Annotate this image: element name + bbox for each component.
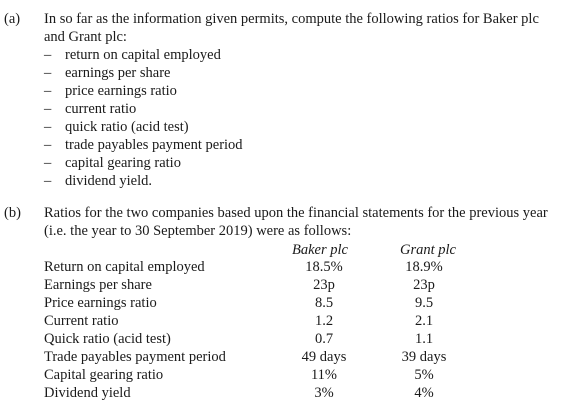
ratio-item <box>44 154 243 172</box>
ratio-item-label: quick ratio (acid test) <box>65 119 189 135</box>
ratio-item <box>44 136 243 154</box>
ratio-item-label: trade payables payment period <box>65 137 243 153</box>
ratio-item-label: capital gearing ratio <box>65 155 181 171</box>
baker-value: 8.5 <box>314 295 334 311</box>
dash-bullet: – <box>44 83 52 99</box>
dash-bullet: – <box>44 119 52 135</box>
ratio-item <box>44 118 243 136</box>
part-a-label: (a) <box>4 11 21 27</box>
dash-bullet: – <box>44 65 52 81</box>
row-label: Earnings per share <box>44 277 152 293</box>
table-row <box>44 258 524 276</box>
ratio-item-label: dividend yield. <box>65 173 152 189</box>
ratio-item-label: price earnings ratio <box>65 83 177 99</box>
part-a-intro: In so far as the information given permits, compute the following ratios for Baker plc and Grant plc: <box>44 11 539 45</box>
grant-value: 9.5 <box>414 295 434 311</box>
grant-value: 4% <box>414 385 434 401</box>
grant-value: 39 days <box>401 349 447 365</box>
row-label: Capital gearing ratio <box>44 367 164 383</box>
grant-value: 1.1 <box>414 331 434 347</box>
dash-bullet: – <box>44 155 52 171</box>
baker-value: 11% <box>310 367 338 383</box>
ratio-item-label: current ratio <box>65 101 137 117</box>
table-row <box>44 348 524 366</box>
dash-bullet: – <box>44 101 52 117</box>
ratio-item <box>44 46 243 64</box>
row-label: Current ratio <box>44 313 119 329</box>
part-b-label: (b) <box>4 205 21 221</box>
dash-bullet: – <box>44 173 52 189</box>
table-row <box>44 276 524 294</box>
ratio-item <box>44 100 243 118</box>
grant-value: 2.1 <box>414 313 434 329</box>
grant-value: 5% <box>414 367 434 383</box>
dash-bullet: – <box>44 47 52 63</box>
ratio-list <box>44 46 243 190</box>
row-label: Dividend yield <box>44 385 131 401</box>
row-label: Trade payables payment period <box>44 349 226 365</box>
ratio-item <box>44 82 243 100</box>
baker-value: 0.7 <box>314 331 334 347</box>
table-row <box>44 330 524 348</box>
ratio-table <box>44 258 524 402</box>
ratio-item-label: return on capital employed <box>65 47 221 63</box>
column-header-grant: Grant plc <box>400 242 456 258</box>
table-row <box>44 294 524 312</box>
baker-value: 18.5% <box>305 259 343 275</box>
baker-value: 23p <box>313 277 335 293</box>
row-label: Quick ratio (acid test) <box>44 331 171 347</box>
grant-value: 23p <box>413 277 435 293</box>
table-row <box>44 366 524 384</box>
ratio-item <box>44 64 243 82</box>
ratio-item <box>44 172 243 190</box>
dash-bullet: – <box>44 137 52 153</box>
table-row <box>44 384 524 402</box>
baker-value: 3% <box>314 385 334 401</box>
column-header-baker: Baker plc <box>292 242 348 258</box>
part-b-intro: Ratios for the two companies based upon the financial statements for the previous year (i.e. the year to 30 September 2019) were as follows: <box>44 205 548 239</box>
baker-value: 1.2 <box>314 313 334 329</box>
ratio-item-label: earnings per share <box>65 65 171 81</box>
table-row <box>44 312 524 330</box>
grant-value: 18.9% <box>405 259 443 275</box>
row-label: Price earnings ratio <box>44 295 157 311</box>
row-label: Return on capital employed <box>44 259 205 275</box>
baker-value: 49 days <box>301 349 347 365</box>
